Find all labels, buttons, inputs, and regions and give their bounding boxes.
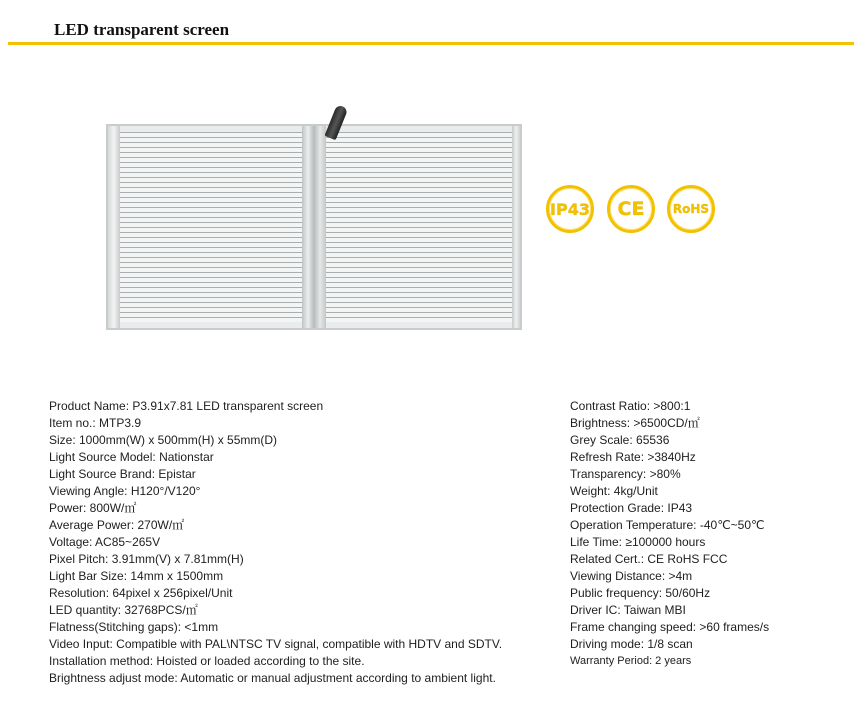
spec-item: Voltage: AC85~265V xyxy=(49,535,161,549)
spec-item: Power: 800W/㎡ xyxy=(49,501,137,515)
spec-list-right xyxy=(570,398,769,670)
ce-mark-icon xyxy=(607,185,655,233)
spec-item: Resolution: 64pixel x 256pixel/Unit xyxy=(49,586,233,600)
spec-item: Size: 1000mm(W) x 500mm(H) x 55mm(D) xyxy=(49,433,278,447)
spec-item: Light Bar Size: 14mm x 1500mm xyxy=(49,569,224,583)
spec-item: Frame changing speed: >60 frames/s xyxy=(570,620,770,634)
spec-item: Light Source Model: Nationstar xyxy=(49,450,214,464)
spec-item: Item no.: MTP3.9 xyxy=(49,416,142,430)
panel-center-divider xyxy=(302,126,326,328)
spec-item: Operation Temperature: -40℃~50℃ xyxy=(570,518,765,532)
spec-item: Public frequency: 50/60Hz xyxy=(570,586,711,600)
header-divider xyxy=(8,42,854,45)
spec-item: Average Power: 270W/㎡ xyxy=(49,518,185,532)
spec-item: Pixel Pitch: 3.91mm(V) x 7.81mm(H) xyxy=(49,552,244,566)
spec-item: Protection Grade: IP43 xyxy=(570,501,693,515)
spec-item: Driving mode: 1/8 scan xyxy=(570,637,693,651)
spec-item: Transparency: >80% xyxy=(570,467,681,481)
panel-frame-left xyxy=(108,126,120,328)
spec-item: Product Name: P3.91x7.81 LED transparent screen xyxy=(49,399,324,413)
spec-item: Brightness adjust mode: Automatic or manual adjustment according to ambient light. xyxy=(49,671,496,685)
spec-item: Flatness(Stitching gaps): <1mm xyxy=(49,620,219,634)
spec-item: Viewing Angle: H120°/V120° xyxy=(49,484,201,498)
spec-item: Driver IC: Taiwan MBI xyxy=(570,603,686,617)
rohs-badge-icon xyxy=(667,185,715,233)
spec-list-left xyxy=(49,398,502,687)
spec-item: Installation method: Hoisted or loaded according to the site. xyxy=(49,654,365,668)
rohs-badge-label: RoHS xyxy=(672,202,710,216)
ce-badge-label: CE xyxy=(617,198,645,220)
ip43-badge-icon xyxy=(546,185,594,233)
spec-item: Refresh Rate: >3840Hz xyxy=(570,450,696,464)
spec-item: Video Input: Compatible with PAL\NTSC TV signal, compatible with HDTV and SDTV. xyxy=(49,637,503,651)
page-title: LED transparent screen xyxy=(54,20,230,39)
spec-item: Weight: 4kg/Unit xyxy=(570,484,658,498)
spec-item: Related Cert.: CE RoHS FCC xyxy=(570,552,728,566)
spec-item: LED quantity: 32768PCS/㎡ xyxy=(49,603,198,617)
spec-item: Life Time: ≥100000 hours xyxy=(570,535,706,549)
ip43-badge-label: IP43 xyxy=(550,199,590,219)
spec-item: Contrast Ratio: >800:1 xyxy=(570,399,691,413)
spec-item: Viewing Distance: >4m xyxy=(570,569,693,583)
spec-item: Warranty Period: 2 years xyxy=(570,655,692,667)
spec-item: Light Source Brand: Epistar xyxy=(49,467,196,481)
spec-item: Grey Scale: 65536 xyxy=(570,433,670,447)
panel-frame-right xyxy=(512,126,520,328)
led-panel-image xyxy=(106,124,522,330)
spec-item: Brightness: >6500CD/㎡ xyxy=(570,416,700,430)
